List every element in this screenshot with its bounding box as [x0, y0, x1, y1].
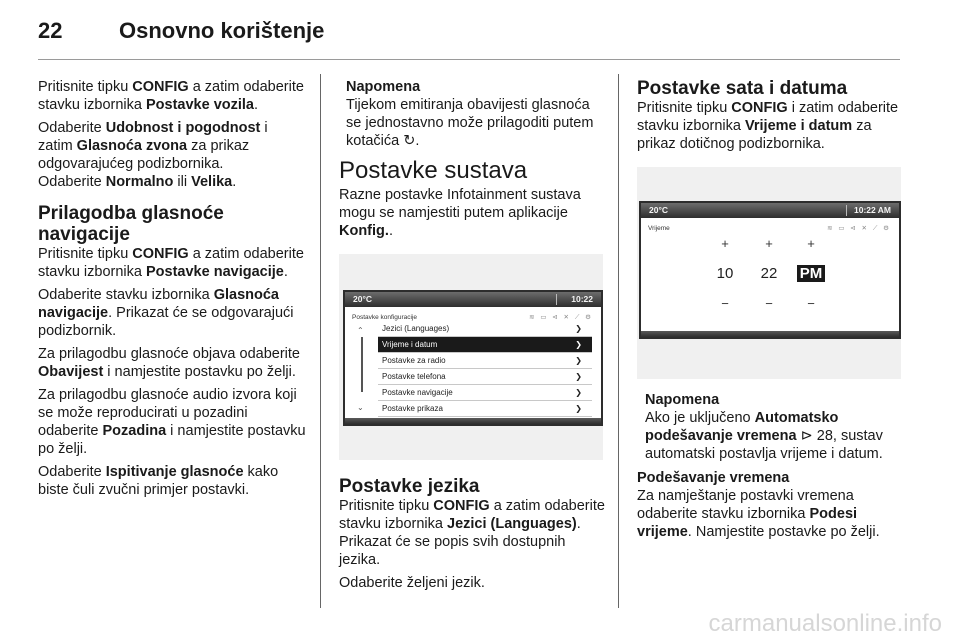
paragraph: Pritisnite tipku CONFIG a zatim odaberite stavku izbornika Postavke navigacije. [38, 246, 304, 280]
status-bar [345, 292, 601, 307]
temperature-readout: 20°C [353, 294, 372, 304]
chevron-right-icon: ❯ [575, 356, 582, 365]
menu-item-display[interactable]: Postavke prikaza ❯ [378, 401, 592, 417]
ampm-column [791, 235, 831, 313]
paragraph: Pritisnite tipku CONFIG a zatim odaberite stavku izbornika Postavke vozila. [38, 79, 304, 113]
column-left [38, 78, 306, 504]
clock-readout: 10:22 [571, 294, 593, 304]
chevron-right-icon: ❯ [575, 324, 582, 333]
page-reference-icon: ⊳ [800, 428, 817, 444]
time-screenshot [637, 167, 901, 379]
screen-subtitle: Vrijeme [648, 225, 670, 232]
temperature-readout: 20°C [649, 205, 668, 215]
paragraph: Razne postavke Infotainment sustava mogu se namjestiti putem aplikacije Konfig.. [339, 187, 581, 239]
note-heading: Napomena [346, 79, 421, 95]
ampm-value: PM [797, 265, 826, 282]
paragraph: Odaberite Udobnost i pogodnost i zatim Glasnoća zvona za prikaz odgovarajućeg podizbornika. [38, 120, 268, 172]
screen-bottom-bar [641, 331, 899, 337]
chevron-right-icon: ❯ [575, 372, 582, 381]
note-text: Tijekom emitiranja obavijesti glasnoća se jednostavno može prilagoditi putem kotačića ↻. [346, 97, 594, 149]
display-screen [639, 201, 901, 339]
menu-item-languages[interactable]: Jezici (Languages) ❯ [378, 321, 592, 337]
paragraph: Za prilagodbu glasnoće audio izvora koji se može reproducirati u pozadini odaberite Pozadina i namjestite postavku po želji. [38, 387, 306, 457]
column-divider [320, 74, 321, 608]
hours-up-icon[interactable]: + [721, 236, 729, 251]
note-text: Ako je uključeno Automatsko podešavanje vremena ⊳ 28, sustav automatski postavlja vrijeme i datum. [645, 410, 883, 462]
note-block [637, 391, 905, 463]
ampm-down-icon[interactable]: − [807, 296, 815, 311]
chevron-right-icon: ❯ [575, 404, 582, 413]
status-separator [556, 294, 557, 305]
section-heading: Prilagodba glasnoće navigacije [38, 203, 224, 245]
header-divider [38, 59, 900, 60]
menu-item-radio[interactable]: Postavke za radio ❯ [378, 353, 592, 369]
status-icons: ≋ ▭ ⊲ ✕ ⟋ ⚙ [827, 225, 891, 232]
page-number: 22 [38, 18, 63, 43]
paragraph: Pritisnite tipku CONFIG a zatim odaberite stavku izbornika Jezici (Languages). Prikazat će se popis svih dostupnih jezika. [339, 498, 605, 568]
hours-down-icon[interactable]: − [721, 296, 729, 311]
paragraph: Odaberite stavku izbornika Glasnoća navigacije. Prikazat će se odgovarajući podizbornik. [38, 287, 294, 339]
minutes-down-icon[interactable]: − [765, 296, 773, 311]
subsection-heading: Podešavanje vremena [637, 470, 790, 486]
settings-screenshot [339, 254, 603, 460]
paragraph: Za namještanje postavki vremena odaberite stavku izbornika Podesi vrijeme. Namjestite postavke po želji. [637, 488, 880, 540]
minutes-column [749, 235, 789, 313]
section-heading: Postavke sata i datuma [637, 78, 848, 99]
display-screen [343, 290, 603, 426]
hours-value: 10 [716, 265, 734, 282]
chevron-right-icon: ❯ [575, 388, 582, 397]
section-heading: Postavke jezika [339, 476, 480, 497]
watermark: carmanualsonline.info [708, 610, 942, 637]
rotary-knob-icon: ↻ [403, 133, 416, 149]
settings-menu [378, 321, 592, 417]
minutes-up-icon[interactable]: + [765, 236, 773, 251]
screen-bottom-bar [345, 418, 601, 424]
chevron-right-icon: ❯ [575, 340, 582, 349]
column-right [637, 78, 905, 546]
hours-column [705, 235, 745, 313]
ampm-up-icon[interactable]: + [807, 236, 815, 251]
scroll-up-icon[interactable]: ⌃ [357, 326, 364, 335]
menu-item-navigation[interactable]: Postavke navigacije ❯ [378, 385, 592, 401]
menu-item-phone[interactable]: Postavke telefona ❯ [378, 369, 592, 385]
clock-readout: 10:22 AM [853, 205, 891, 215]
menu-item-time-date[interactable]: Vrijeme i datum ❯ [378, 337, 592, 353]
paragraph: Odaberite Normalno ili Velika. [38, 174, 237, 190]
column-middle [339, 78, 607, 597]
paragraph: Odaberite Ispitivanje glasnoće kako biste čuli zvučni primjer postavki. [38, 464, 279, 498]
note-block [339, 78, 607, 150]
status-separator [846, 205, 847, 216]
status-icons: ≋ ▭ ⊲ ✕ ⟋ ⚙ [529, 314, 593, 321]
scroll-down-icon[interactable]: ⌄ [357, 403, 364, 412]
minutes-value: 22 [760, 265, 778, 282]
column-divider [618, 74, 619, 608]
scrollbar[interactable] [361, 337, 363, 392]
paragraph: Za prilagodbu glasnoće objava odaberite Obavijest i namjestite postavku po želji. [38, 346, 300, 380]
section-heading: Postavke sustava [339, 157, 528, 184]
status-bar [641, 203, 899, 218]
screen-subtitle: Postavke konfiguracije [352, 314, 418, 321]
note-heading: Napomena [645, 392, 720, 408]
paragraph: Pritisnite tipku CONFIG i zatim odaberite stavku izbornika Vrijeme i datum za prikaz dotičnog podizbornika. [637, 100, 899, 152]
page-title: Osnovno korištenje [119, 18, 325, 43]
paragraph: Odaberite željeni jezik. [339, 575, 485, 591]
page-reference: 28 [816, 428, 833, 444]
